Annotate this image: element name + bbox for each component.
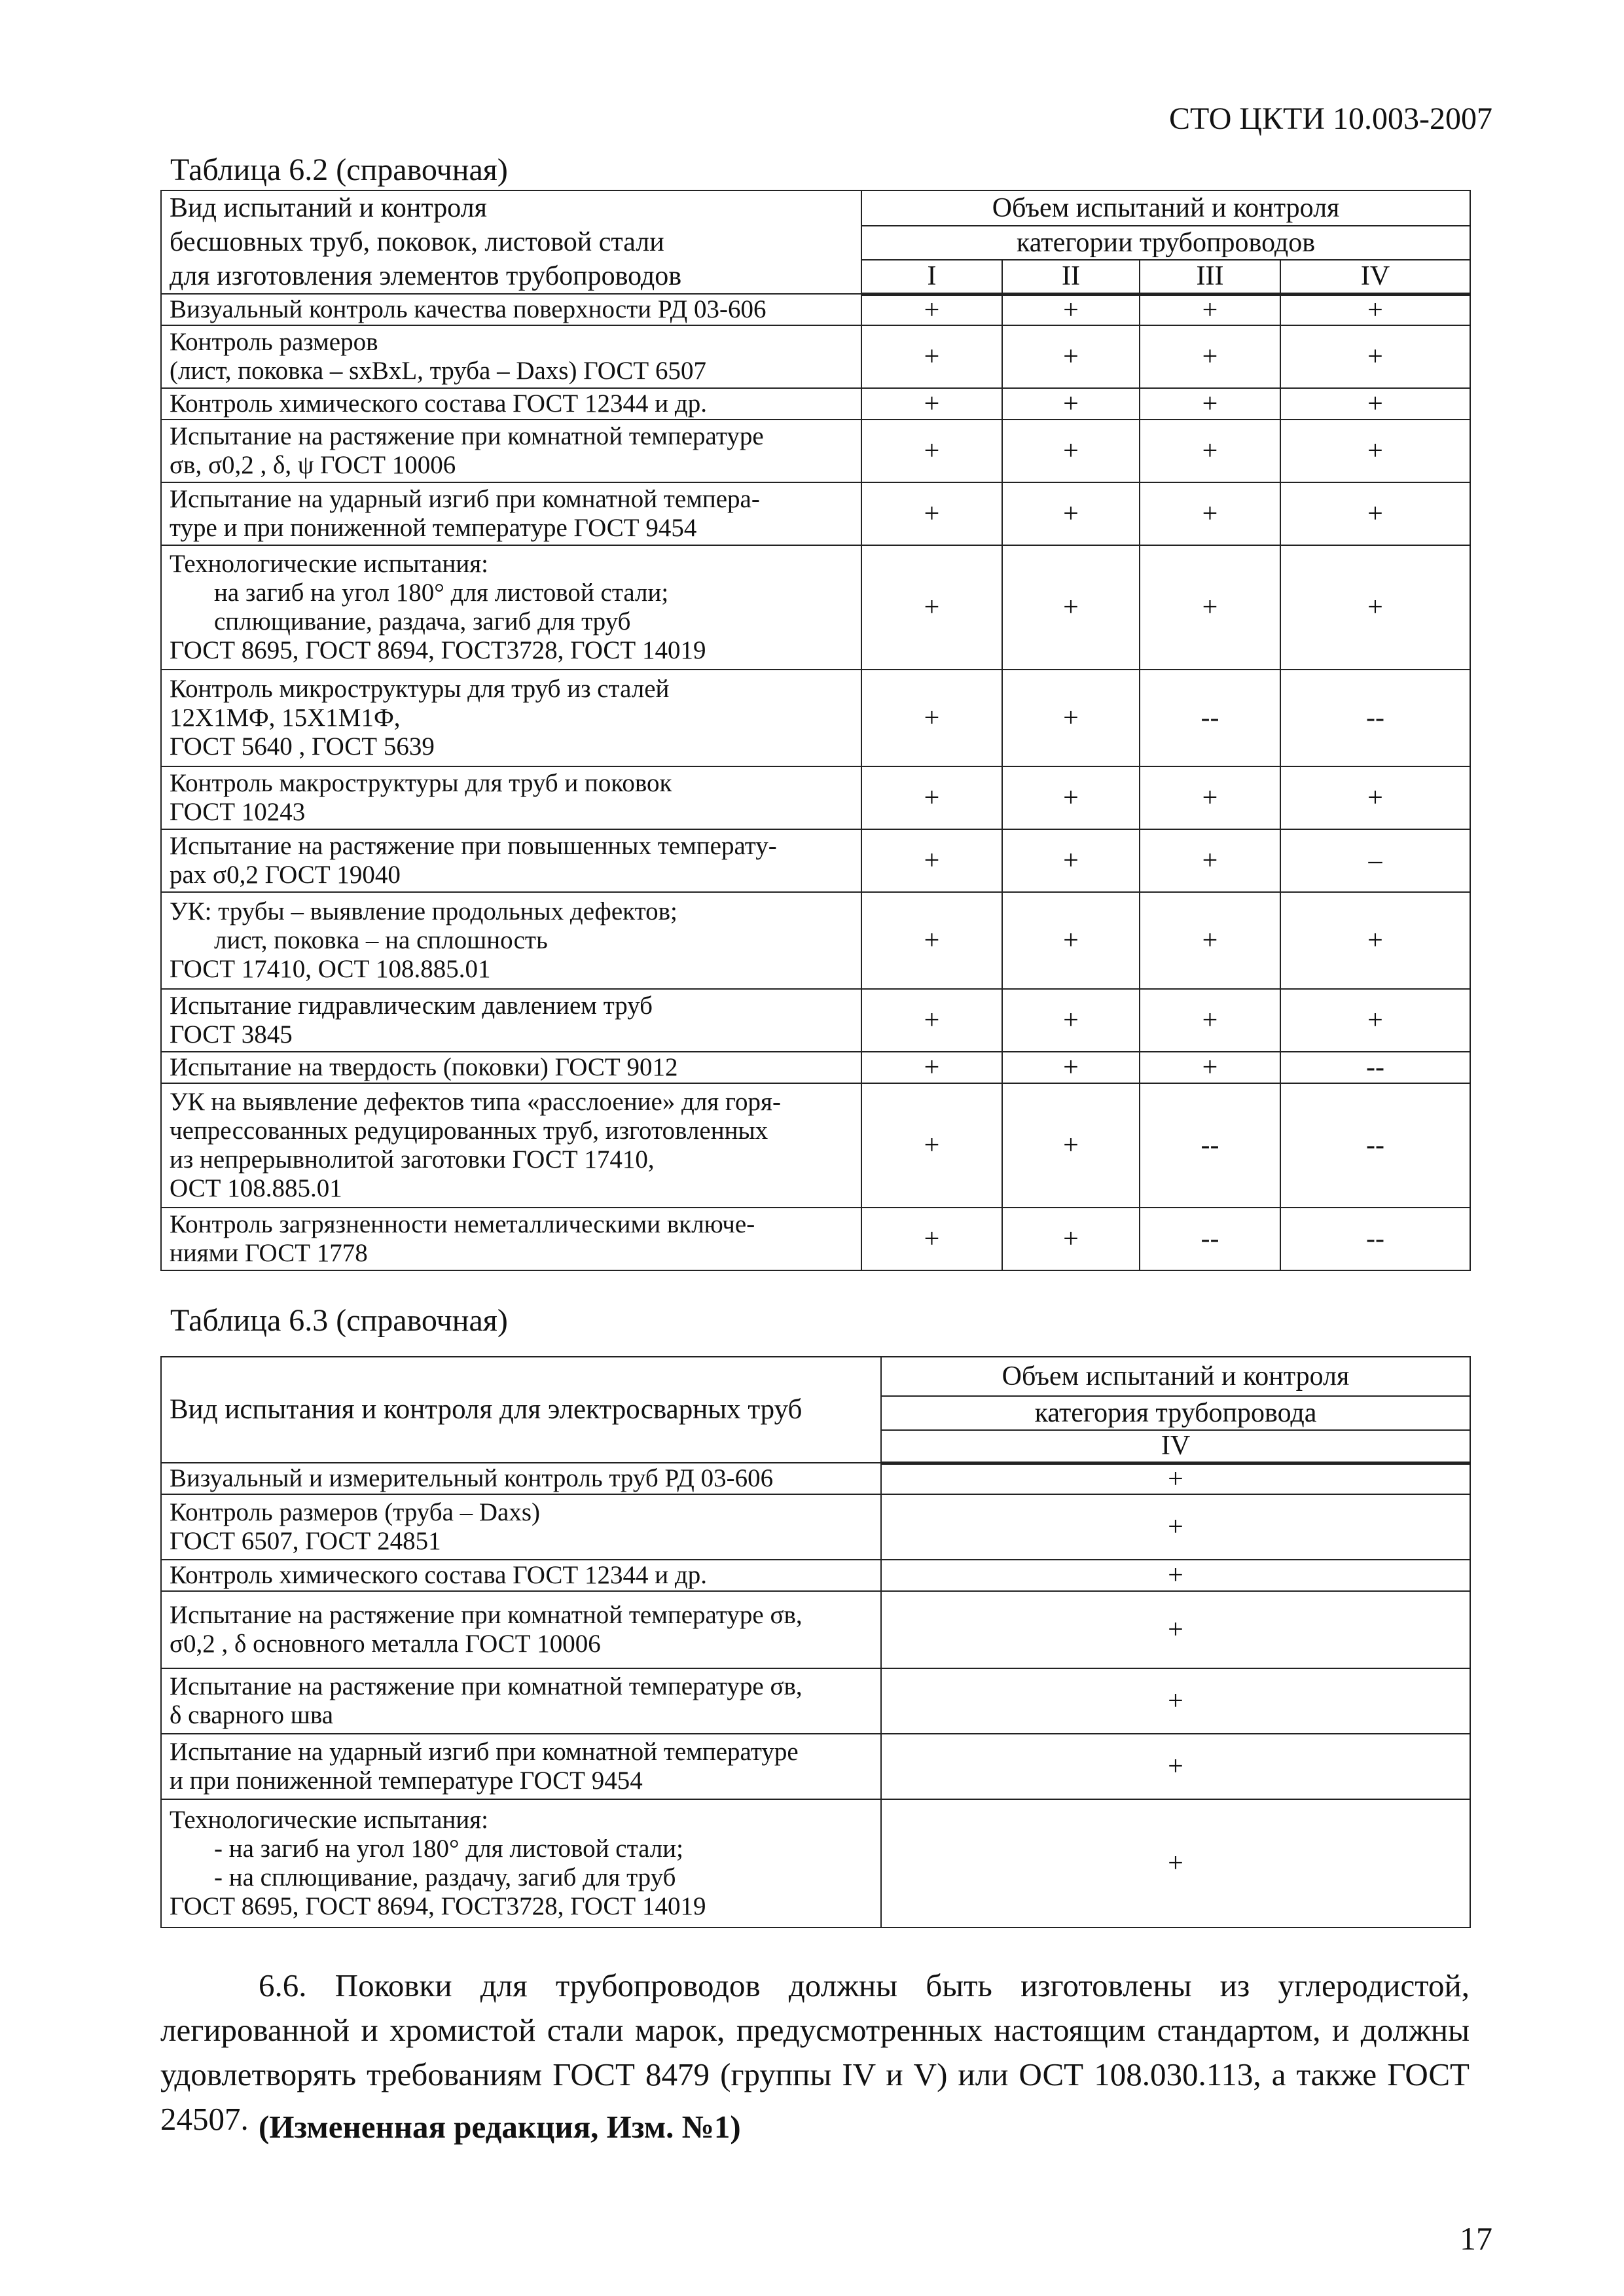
table-row [161,420,1470,482]
row-description-line: Визуальный и измерительный контроль труб РД 03-606 [170,1464,774,1492]
scope-mark: + [881,1463,1470,1494]
row-description [161,766,861,829]
scope-mark: + [1140,420,1280,482]
category-label: I [861,260,1002,294]
scope-mark: – [1280,829,1470,892]
row-description [161,388,861,420]
scope-mark: + [1002,989,1140,1052]
scope-mark: + [1002,766,1140,829]
row-description-line: туре и при пониженной температуре ГОСТ 9454 [170,514,697,542]
scope-mark: -- [1140,1083,1280,1208]
table-6-2-header-scope: Объем испытаний и контроля [861,190,1470,226]
table-row [161,1734,1470,1799]
scope-mark: + [1002,1208,1140,1270]
table-row [161,1560,1470,1591]
row-description [161,325,861,388]
scope-mark: + [1002,829,1140,892]
category-label: IV [1280,260,1470,294]
row-description-line: Испытание на ударный изгиб при комнатной темпера- [170,485,760,513]
table-row [161,1083,1470,1208]
table-row [161,1494,1470,1560]
row-description [161,829,861,892]
scope-mark: + [1002,325,1140,388]
row-description [161,670,861,766]
table-row [161,482,1470,545]
scope-mark: + [1002,545,1140,670]
row-description-line: ГОСТ 5640 , ГОСТ 5639 [170,732,435,761]
scope-mark: + [861,829,1002,892]
row-description-line: Контроль химического состава ГОСТ 12344 и др. [170,1561,707,1589]
category-label: III [1140,260,1280,294]
row-description-line: Испытание на ударный изгиб при комнатной температуре [170,1738,799,1766]
table-row [161,545,1470,670]
scope-mark: + [861,1208,1002,1270]
table-6-2-caption: Таблица 6.2 (справочная) [170,152,508,187]
category-label: IV [881,1430,1470,1463]
scope-mark: -- [1140,670,1280,766]
row-description-line: 12Х1МФ, 15Х1М1Ф, [170,704,401,732]
table-row [161,1591,1470,1668]
scope-mark: + [1002,670,1140,766]
scope-mark: -- [1280,1208,1470,1270]
row-description-line: УК на выявление дефектов типа «расслоение» для горя- [170,1088,781,1116]
document-code: СТО ЦКТИ 10.003-2007 [1168,101,1492,136]
table-6-3-header-category: категория трубопровода [881,1396,1470,1430]
scope-mark: + [1002,482,1140,545]
scope-mark: -- [1280,1083,1470,1208]
scope-mark: + [861,420,1002,482]
scope-mark: + [1280,294,1470,325]
scope-mark: + [861,766,1002,829]
scope-mark: + [1002,388,1140,420]
row-description [161,482,861,545]
row-description [161,420,861,482]
row-description-line: Контроль размеров (труба – Daxs) [170,1498,541,1526]
row-description-line: сплющивание, раздача, загиб для труб [214,607,631,636]
row-description-line: рах σ0,2 ГОСТ 19040 [170,861,401,889]
scope-mark: + [861,482,1002,545]
row-description-line: ГОСТ 17410, ОСТ 108.885.01 [170,955,491,983]
row-description-line: ОСТ 108.885.01 [170,1174,342,1202]
table-row [161,829,1470,892]
row-description [161,1734,881,1799]
table-6-3-header-scope: Объем испытаний и контроля [881,1357,1470,1396]
scope-mark: + [1280,325,1470,388]
scope-mark: + [1140,388,1280,420]
row-description [161,1591,881,1668]
page-number: 17 [1460,2220,1492,2257]
row-description [161,1052,861,1083]
amendment-note: (Измененная редакция, Изм. №1) [259,2109,741,2145]
row-description-line: σ0,2 , δ основного металла ГОСТ 10006 [170,1630,601,1658]
scope-mark: + [1140,482,1280,545]
scope-mark: + [881,1799,1470,1928]
row-description-line: Испытание гидравлическим давлением труб [170,992,653,1020]
scope-mark: + [1002,1052,1140,1083]
scope-mark: + [1280,388,1470,420]
category-label: II [1002,260,1140,294]
row-description-line: Технологические испытания: [170,550,489,578]
scope-mark: + [861,670,1002,766]
scope-mark: -- [1140,1208,1280,1270]
row-description-line: σв, σ0,2 , δ, ψ ГОСТ 10006 [170,451,456,479]
table-row [161,1668,1470,1734]
row-description-line: Контроль микроструктуры для труб из сталей [170,675,670,703]
header-line: для изготовления элементов трубопроводов [170,261,682,291]
table-6-3-header-test-type: Вид испытания и контроля для электросварных труб [161,1357,881,1463]
row-description [161,1799,881,1928]
row-description-line: УК: трубы – выявление продольных дефектов; [170,897,677,925]
table-row [161,294,1470,325]
paragraph-6-6: 6.6. Поковки для трубопроводов должны быть изготовлены из углеродистой, легированной и хромистой стали марок, предусмотренных настоящим стандартом, и должны удовлетворять требованиям ГОСТ 8479 (группы IV и V) или ОСТ 108.030.113, а также ГОСТ 24507. [160,1967,1470,2137]
header-line: Вид испытаний и контроля [170,193,487,223]
row-description-line: - на сплющивание, раздачу, загиб для труб [214,1863,676,1892]
row-description-line: из непрерывнолитой заготовки ГОСТ 17410, [170,1145,655,1174]
table-row [161,325,1470,388]
row-description-line: чепрессованных редуцированных труб, изготовленных [170,1117,768,1145]
scope-mark: -- [1280,670,1470,766]
row-description [161,1083,861,1208]
table-6-2-header-test-type [161,190,861,294]
scope-mark: + [861,545,1002,670]
scope-mark: + [1002,892,1140,989]
table-row [161,388,1470,420]
scope-mark: + [881,1591,1470,1668]
table-row [161,892,1470,989]
row-description [161,1463,881,1494]
row-description-line: Контроль макроструктуры для труб и поковок [170,769,672,797]
row-description-line: лист, поковка – на сплошность [214,926,548,954]
table-6-2-header-category: категории трубопроводов [861,226,1470,260]
row-description-line: ГОСТ 8695, ГОСТ 8694, ГОСТ3728, ГОСТ 14019 [170,636,706,664]
scope-mark: + [861,294,1002,325]
row-description [161,294,861,325]
table-6-2 [160,190,1471,1271]
row-description-line: Испытание на твердость (поковки) ГОСТ 9012 [170,1053,678,1081]
scope-mark: + [1002,294,1140,325]
scope-mark: + [861,388,1002,420]
scope-mark: + [1280,482,1470,545]
scope-mark: + [1280,989,1470,1052]
scope-mark: + [861,1083,1002,1208]
scope-mark: + [1140,1052,1280,1083]
scope-mark: + [1140,989,1280,1052]
table-row [161,1208,1470,1270]
scope-mark: + [861,892,1002,989]
scope-mark: + [1280,420,1470,482]
row-description-line: δ сварного шва [170,1701,334,1729]
row-description-line: ГОСТ 8695, ГОСТ 8694, ГОСТ3728, ГОСТ 14019 [170,1892,706,1920]
table-row [161,1799,1470,1928]
table-row [161,670,1470,766]
scope-mark: + [861,1052,1002,1083]
row-description [161,892,861,989]
scope-mark: + [861,989,1002,1052]
row-description [161,989,861,1052]
scope-mark: + [861,325,1002,388]
table-6-3-caption: Таблица 6.3 (справочная) [170,1303,508,1338]
table-row [161,1463,1470,1494]
row-description-line: ниями ГОСТ 1778 [170,1239,368,1267]
scope-mark: + [1140,766,1280,829]
scope-mark: + [1280,545,1470,670]
scope-mark: + [1140,325,1280,388]
scope-mark: + [1140,892,1280,989]
table-row [161,989,1470,1052]
row-description-line: Контроль загрязненности неметаллическими включе- [170,1210,755,1238]
header-line: бесшовных труб, поковок, листовой стали [170,227,664,257]
row-description-line: Испытание на растяжение при комнатной температуре σв, [170,1601,803,1629]
row-description-line: Испытание на растяжение при повышенных температу- [170,832,777,860]
scope-mark: + [1280,892,1470,989]
row-description-line: на загиб на угол 180° для листовой стали; [214,579,669,607]
scope-mark: + [1140,294,1280,325]
row-description-line: Визуальный контроль качества поверхности РД 03-606 [170,295,767,323]
scope-mark: + [1140,829,1280,892]
row-description-line: и при пониженной температуре ГОСТ 9454 [170,1767,643,1795]
row-description [161,1668,881,1734]
row-description [161,1208,861,1270]
row-description-line: Технологические испытания: [170,1806,489,1834]
table-row [161,766,1470,829]
row-description-line: Контроль размеров [170,328,378,356]
scope-mark: + [881,1734,1470,1799]
scope-mark: + [881,1668,1470,1734]
row-description-line: Испытание на растяжение при комнатной температуре [170,422,764,450]
scope-mark: + [1140,545,1280,670]
row-description [161,1494,881,1560]
row-description-line: ГОСТ 10243 [170,798,306,826]
table-6-3 [160,1356,1471,1928]
row-description-line: (лист, поковка – sxBxL, труба – Daxs) ГОСТ 6507 [170,357,707,385]
row-description [161,1560,881,1591]
scope-mark: + [881,1494,1470,1560]
row-description [161,545,861,670]
row-description-line: ГОСТ 6507, ГОСТ 24851 [170,1527,441,1555]
scope-mark: + [1002,1083,1140,1208]
scope-mark: + [1280,766,1470,829]
table-row [161,1052,1470,1083]
row-description-line: ГОСТ 3845 [170,1020,293,1049]
row-description-line: - на загиб на угол 180° для листовой стали; [214,1835,683,1863]
scope-mark: + [881,1560,1470,1591]
scope-mark: + [1002,420,1140,482]
row-description-line: Испытание на растяжение при комнатной температуре σв, [170,1672,803,1700]
scope-mark: -- [1280,1052,1470,1083]
row-description-line: Контроль химического состава ГОСТ 12344 и др. [170,389,707,418]
